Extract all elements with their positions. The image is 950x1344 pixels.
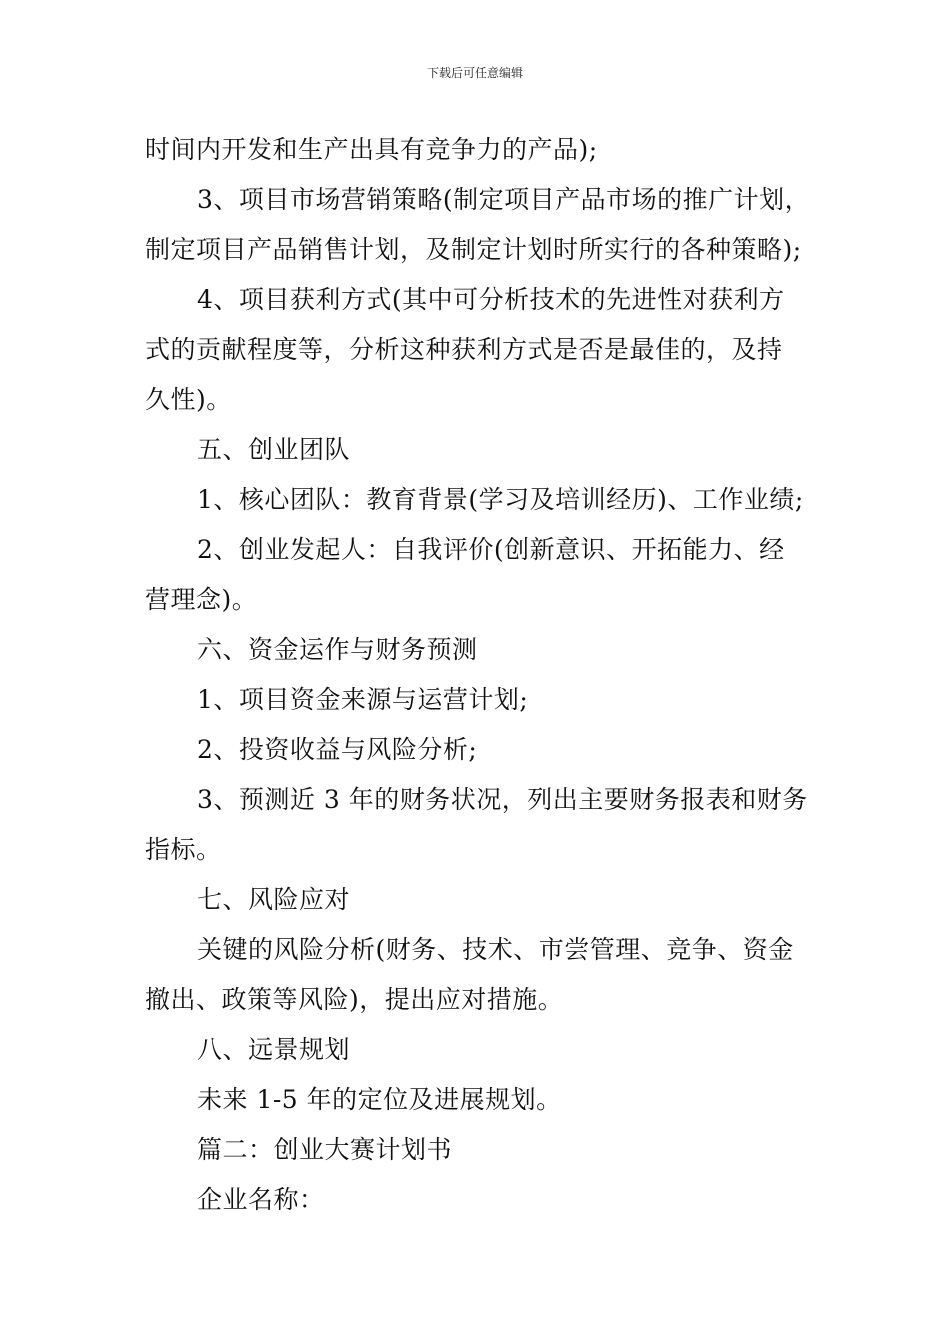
text-line: 3、预测近 3 年的财务状况，列出主要财务报表和财务 xyxy=(197,785,808,814)
text-line: 1、核心团队：教育背景(学习及培训经历)、工作业绩; xyxy=(197,485,804,514)
text-line: 营理念)。 xyxy=(145,585,258,614)
text-line: 企业名称： xyxy=(197,1185,325,1214)
text-line: 1、项目资金来源与运营计划; xyxy=(197,685,529,714)
text-line: 式的贡献程度等，分析这种获利方式是否是最佳的，及持 xyxy=(145,335,783,364)
text-line: 关键的风险分析(财务、技术、市尝管理、竞争、资金 xyxy=(197,935,794,964)
page-header: 下载后可任意编辑 xyxy=(426,66,523,80)
text-line: 3、项目市场营销策略(制定项目产品市场的推广计划， xyxy=(197,185,811,214)
text-line: 时间内开发和生产出具有竞争力的产品); xyxy=(145,135,598,164)
text-line: 4、项目获利方式(其中可分析技术的先进性对获利方 xyxy=(197,285,785,314)
text-line: 撤出、政策等风险)，提出应对措施。 xyxy=(145,985,564,1014)
text-line: 指标。 xyxy=(145,835,222,864)
document-body xyxy=(145,125,815,1225)
text-line: 未来 1-5 年的定位及进展规划。 xyxy=(197,1085,562,1114)
text-line: 2、投资收益与风险分析; xyxy=(197,735,478,764)
text-line: 2、创业发起人：自我评价(创新意识、开拓能力、经 xyxy=(197,535,785,564)
text-line: 八、远景规划 xyxy=(197,1035,351,1064)
text-line: 制定项目产品销售计划，及制定计划时所实行的各种策略); xyxy=(145,235,802,264)
text-line: 七、风险应对 xyxy=(197,885,351,914)
text-line: 久性)。 xyxy=(145,385,232,414)
text-line: 五、创业团队 xyxy=(197,435,351,464)
text-line: 篇二：创业大赛计划书 xyxy=(197,1135,453,1164)
text-line: 六、资金运作与财务预测 xyxy=(197,635,478,664)
